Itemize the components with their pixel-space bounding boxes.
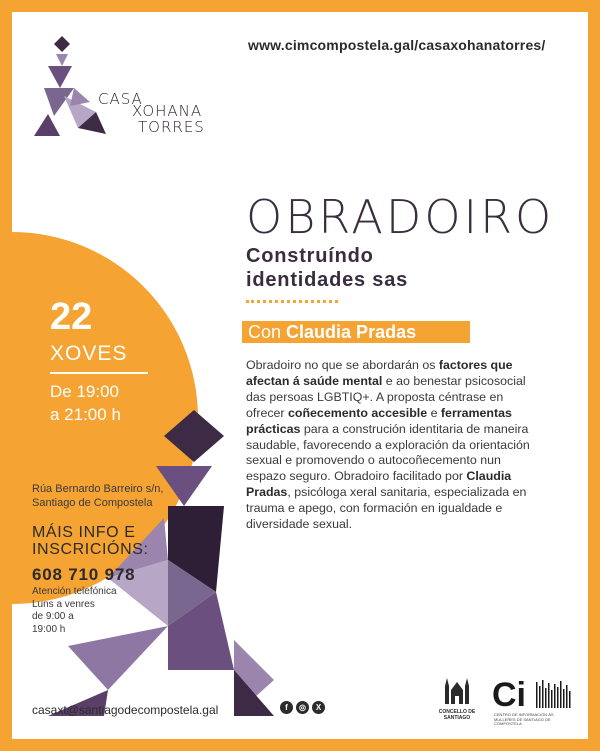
desc-text-1: Obradoiro no que se abordarán os xyxy=(246,358,439,372)
concello-line-2: SANTIAGO xyxy=(443,715,471,721)
event-address xyxy=(32,482,163,510)
hours-line-4: 19:00 h xyxy=(32,623,66,635)
facilitator-banner xyxy=(242,321,470,343)
event-subtitle xyxy=(246,244,408,292)
subtitle-line-1: Construíndo xyxy=(246,245,374,267)
social-links xyxy=(280,701,325,714)
desc-text-4: para a construción identitaria de maneira saudable, favorecendo a exploración da orientación sexual e promovendo o autocoñecemento nun espazo seguro. Obradoiro facilitado por xyxy=(246,421,530,484)
subtitle-line-2: identidades sas xyxy=(246,269,409,291)
address-line-2: Santiago de Compostela xyxy=(32,497,153,509)
tangram-figure-illustration xyxy=(48,410,308,716)
casa-xohana-torres-logo xyxy=(34,36,205,136)
dotted-divider xyxy=(246,300,338,303)
website-url[interactable]: www.cimcompostela.gal/casaxohanatorres/ xyxy=(248,37,546,53)
more-info-line-1: MÁIS INFO E xyxy=(32,524,136,541)
contact-phone[interactable]: 608 710 978 xyxy=(32,565,136,584)
cim-caption: CENTRO DE INFORMACIÓN ÁS MULLERES DE SANTIAGO DE COMPOSTELA xyxy=(494,712,554,726)
logo-word-torres: TORRES xyxy=(138,118,205,136)
logo-word-casa: CASA xyxy=(98,90,143,108)
ci-mark: Ci xyxy=(492,676,526,714)
desc-bold-1: factores que afectan á saúde mental xyxy=(246,358,513,388)
desc-bold-2: coñecemento accesible xyxy=(288,405,428,420)
facebook-icon[interactable]: f xyxy=(280,701,293,714)
event-weekday: XOVES xyxy=(50,342,128,365)
concello-line-1: CONCELLO DE xyxy=(438,709,476,715)
contact-email[interactable]: casaxt@santiagodecompostela.gal xyxy=(32,703,219,717)
desc-text-2: e ao benestar psicosocial das persoas LGBTIQ+. A proposta céntrase en ofrecer xyxy=(246,373,526,420)
date-divider xyxy=(50,372,148,374)
address-line-1: Rúa Bernardo Barreiro s/n, xyxy=(32,483,164,495)
hours-line-1: Atención telefónica xyxy=(32,586,117,597)
event-title: OBRADOIRO xyxy=(246,190,555,244)
more-info-heading xyxy=(32,524,149,558)
concello-de-santiago-logo xyxy=(434,678,480,721)
ci-logo-icon xyxy=(492,674,574,714)
desc-bold-4: Claudia Pradas xyxy=(246,469,512,500)
time-line-2: a 21:00 h xyxy=(50,405,121,424)
phone-hours xyxy=(32,586,117,636)
poster xyxy=(12,12,588,739)
time-line-1: De 19:00 xyxy=(50,382,119,401)
instagram-icon[interactable]: ◎ xyxy=(296,701,309,714)
x-icon[interactable]: X xyxy=(312,701,325,714)
logo-word-xohana: XOHANA xyxy=(132,102,203,120)
facilitator-prefix: Con xyxy=(248,322,282,342)
cathedral-icon xyxy=(442,678,472,704)
more-info-line-2: INSCRICIÓNS: xyxy=(32,541,149,558)
event-day: 22 xyxy=(50,296,93,338)
hours-line-2: Luns a venres xyxy=(32,598,95,610)
desc-text-5: , psicóloga xeral sanitaria, especializada en trauma e apego, con formación en igualdade e diversidade sexual. xyxy=(246,485,527,532)
desc-bold-3: ferramentas prácticas xyxy=(246,405,512,436)
desc-text-3: e xyxy=(427,405,441,420)
hours-line-3: de 9:00 a xyxy=(32,611,74,622)
facilitator-name: Claudia Pradas xyxy=(286,322,417,342)
